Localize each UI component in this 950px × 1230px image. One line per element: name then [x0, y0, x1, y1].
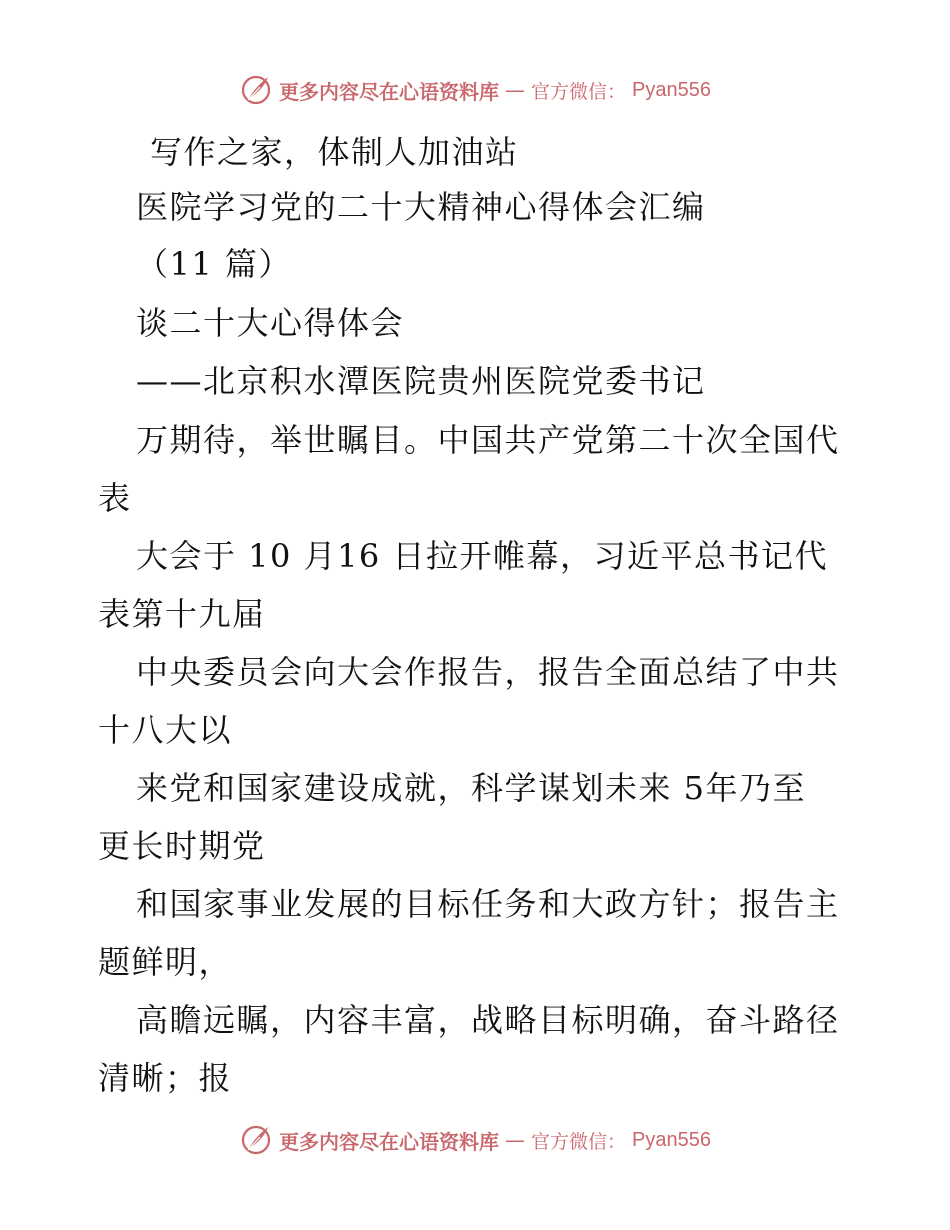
feather-pen-logo-icon — [239, 73, 273, 107]
doc-author-line: ——北京积水潭医院贵州医院党委书记 — [136, 362, 706, 400]
doc-line-9: 表第十九届 — [98, 595, 266, 633]
header-banner — [0, 70, 950, 110]
doc-line-16: 高瞻远瞩，内容丰富，战略目标明确，奋斗路径 — [136, 1001, 840, 1039]
banner-dash: — — [505, 78, 525, 102]
doc-line-10: 中央委员会向大会作报告，报告全面总结了中共 — [136, 653, 840, 691]
banner-wechat-label: 官方微信： — [531, 1130, 627, 1153]
feather-pen-logo-icon — [239, 1123, 273, 1157]
doc-line-17: 清晰；报 — [98, 1059, 233, 1097]
doc-subtitle: 谈二十大心得体会 — [136, 304, 405, 342]
banner-text: 更多内容尽在心语资料库 — [279, 79, 499, 104]
doc-line-3: （11 篇） — [136, 245, 292, 283]
banner-account: Pyan556 — [632, 1128, 711, 1151]
doc-title: 医院学习党的二十大精神心得体会汇编 — [136, 188, 706, 226]
doc-line-13: 更长时期党 — [98, 827, 266, 865]
doc-line-7: 表 — [98, 479, 132, 517]
doc-line-15: 题鲜明， — [98, 943, 233, 981]
doc-line-14: 和国家事业发展的目标任务和大政方针；报告主 — [136, 885, 840, 923]
banner-wechat-label: 官方微信： — [531, 80, 627, 103]
doc-line-12: 来党和国家建设成就，科学谋划未来 5年乃至 — [136, 769, 807, 807]
footer-banner — [0, 1120, 950, 1160]
doc-line-1: 写作之家，体制人加油站 — [150, 133, 519, 171]
banner-dash: — — [505, 1128, 525, 1152]
doc-line-6: 万期待，举世瞩目。中国共产党第二十次全国代 — [136, 421, 840, 459]
doc-line-8: 大会于 10 月16 日拉开帷幕，习近平总书记代 — [136, 537, 828, 575]
doc-line-11: 十八大以 — [98, 711, 233, 749]
banner-text: 更多内容尽在心语资料库 — [279, 1129, 499, 1154]
banner-account: Pyan556 — [632, 78, 711, 101]
